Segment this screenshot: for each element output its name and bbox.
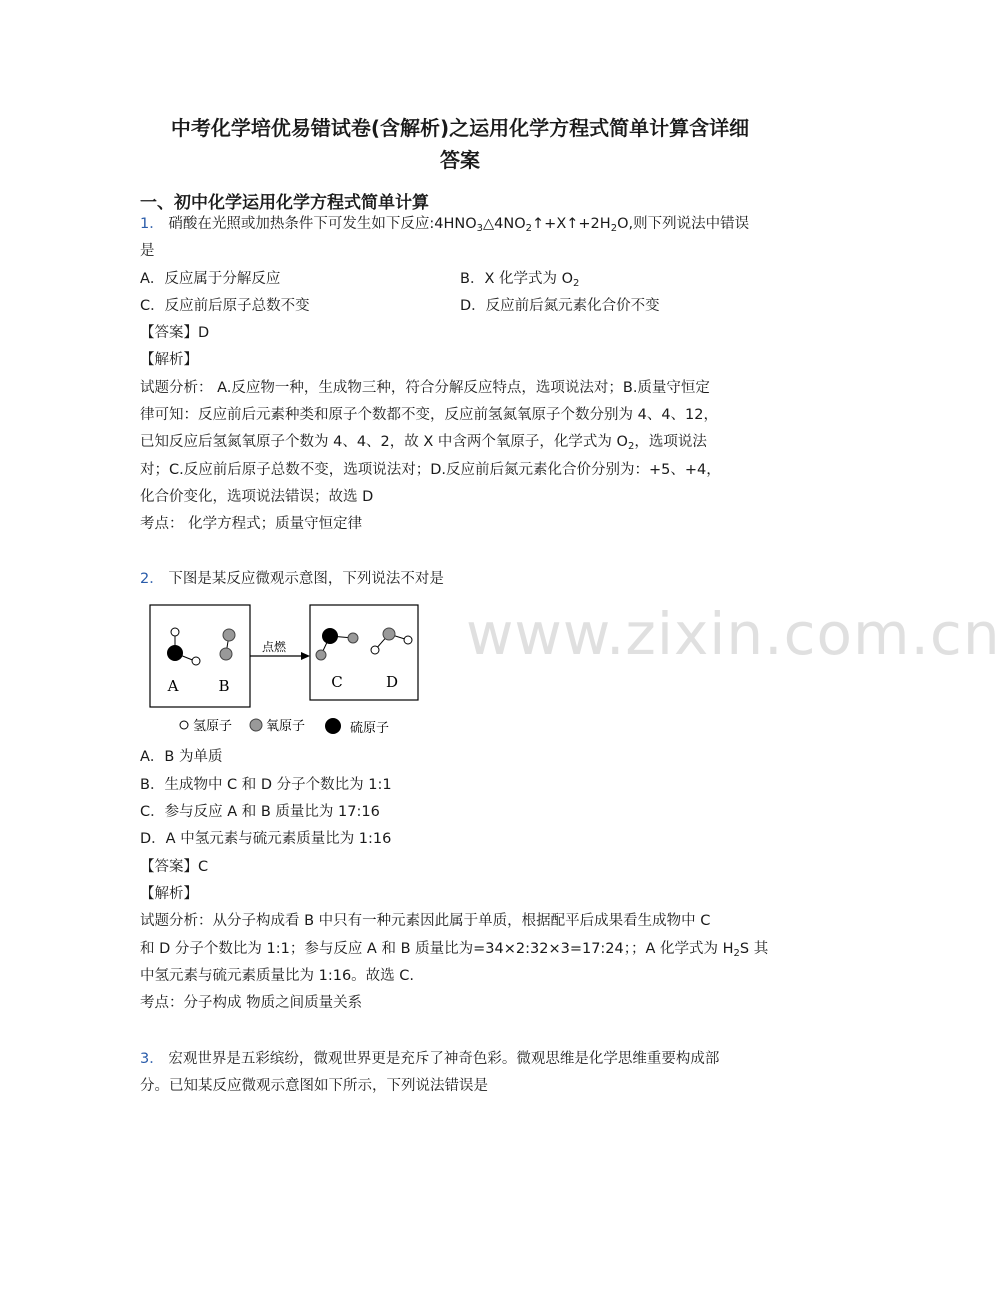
q2-option-c: C．参与反应 A 和 B 质量比为 17:16	[140, 804, 380, 820]
label-b: B	[218, 677, 230, 695]
q2-answer: 【答案】C	[140, 859, 209, 875]
q1-analysis-line4: 对；C.反应前后原子总数不变，选项说法对；D.反应前后氮元素化合价分别为：+5、+4，	[140, 462, 721, 478]
q1-kaodian: 考点： 化学方程式；质量守恒定律	[140, 516, 363, 532]
legend-sulfur: 硫原子	[350, 721, 390, 736]
arrow-label: 点燃	[262, 640, 287, 654]
molecule-d	[371, 628, 412, 654]
legend-oxygen: 氧原子	[266, 719, 306, 734]
q1-option-a: A．反应属于分解反应	[140, 271, 281, 287]
q2-option-a: A．B 为单质	[140, 749, 223, 765]
legend-hydrogen-icon	[180, 721, 188, 729]
label-d: D	[385, 673, 399, 691]
q3-stem: 3． 宏观世界是五彩缤纷，微观世界更是充斥了神奇色彩。微观思维是化学思维重要构成部	[140, 1051, 720, 1067]
molecule-c	[316, 628, 358, 660]
q2-kaodian: 考点：分子构成 物质之间质量关系	[140, 995, 363, 1011]
q1-stem-line2: 是	[140, 243, 155, 259]
reaction-diagram	[140, 598, 440, 744]
label-a: A	[167, 677, 179, 695]
q3-number: 3．	[140, 1051, 164, 1067]
q1-answer: 【答案】D	[140, 325, 210, 341]
legend-hydrogen: 氢原子	[193, 719, 233, 734]
q2-analysis-line2: 和 D 分子个数比为 1:1；参与反应 A 和 B 质量比为=34×2:32×3=17:24；；A 化学式为 $H_2S$ 其	[140, 941, 769, 959]
q2-analysis-label: 【解析】	[140, 886, 198, 902]
q2-option-b: B．生成物中 C 和 D 分子个数比为 1:1	[140, 777, 392, 793]
q1-option-b: B．X 化学式为 $O_2$	[460, 271, 580, 289]
title-line-2: 答案	[440, 148, 480, 172]
q2-analysis-line3: 中氢元素与硫元素质量比为 1:16。故选 C.	[140, 968, 415, 984]
watermark: www.zixin.com.cn	[466, 600, 1001, 668]
q3-stem-line2: 分。已知某反应微观示意图如下所示，下列说法错误是	[140, 1078, 488, 1094]
q1-number: 1．	[140, 216, 164, 232]
arrow-head	[301, 652, 310, 660]
q1-analysis-label: 【解析】	[140, 352, 198, 368]
legend-oxygen-icon	[250, 719, 262, 731]
molecule-b	[220, 629, 235, 660]
q1-analysis-line3: 已知反应后氢氮氧原子个数为 4、4、2，故 X 中含两个氧原子，化学式为 $O_2$，选项说法	[140, 434, 707, 452]
molecule-a	[167, 628, 200, 665]
page-title	[120, 112, 800, 176]
q1-option-d: D．反应前后氮元素化合价不变	[460, 298, 660, 314]
q2-option-d: D．A 中氢元素与硫元素质量比为 1:16	[140, 831, 392, 847]
q1-analysis-line2: 律可知：反应前后元素种类和原子个数都不变，反应前氢氮氧原子个数分别为 4、4、12，	[140, 407, 719, 423]
q2-stem: 2． 下图是某反应微观示意图，下列说法不对是	[140, 571, 444, 587]
q1-option-c: C．反应前后原子总数不变	[140, 298, 310, 314]
reactant-box	[150, 605, 250, 707]
q1-stem: 1． 硝酸在光照或加热条件下可发生如下反应$:4HNO_3\triangle 4NO_2↑+X↑+2H_2O$,则下列说法中错误	[140, 216, 750, 234]
label-c: C	[331, 673, 343, 691]
q2-number: 2．	[140, 571, 164, 587]
title-line-1: 中考化学培优易错试卷(含解析)之运用化学方程式简单计算含详细	[170, 116, 750, 140]
q1-analysis-line1: 试题分析： A.反应物一种，生成物三种，符合分解反应特点，选项说法对；B.质量守恒定	[140, 380, 710, 396]
q1-analysis-line5: 化合价变化，选项说法错误；故选 D	[140, 489, 374, 505]
q2-analysis-line1: 试题分析：从分子构成看 B 中只有一种元素因此属于单质，根据配平后成果看生成物中 C	[140, 913, 711, 929]
product-box	[310, 605, 418, 700]
legend-sulfur-icon	[325, 718, 341, 734]
section-heading: 一、初中化学运用化学方程式简单计算	[140, 193, 429, 213]
